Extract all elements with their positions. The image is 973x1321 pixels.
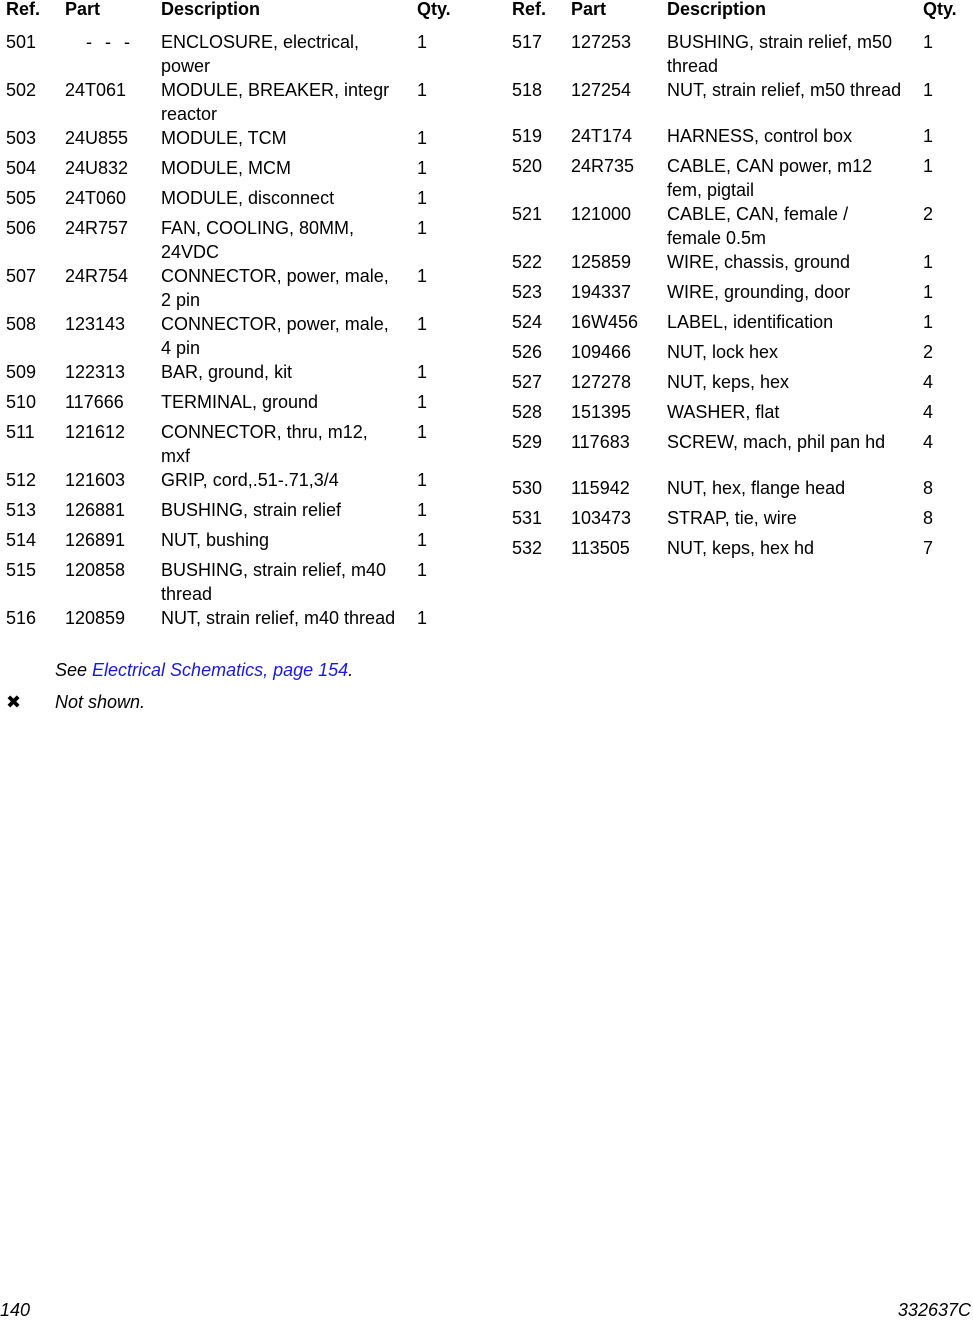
cell-qty: 1 bbox=[417, 158, 428, 178]
cell-qty: 1 bbox=[417, 470, 428, 490]
cell-description: NUT, hex, flange head bbox=[667, 478, 846, 498]
table-row bbox=[512, 78, 967, 124]
header-part: Part bbox=[65, 0, 101, 19]
table-row bbox=[512, 30, 967, 78]
cell-qty: 1 bbox=[417, 314, 428, 334]
cell-qty: 1 bbox=[417, 266, 428, 286]
cell-ref: 516 bbox=[6, 608, 37, 628]
table-row bbox=[512, 250, 967, 280]
cell-part: 123143 bbox=[65, 314, 126, 334]
cell-ref: 501 bbox=[6, 32, 37, 52]
cell-part: 121612 bbox=[65, 422, 126, 442]
cell-qty: 8 bbox=[923, 478, 934, 498]
table-row bbox=[512, 400, 967, 430]
cell-part: 113505 bbox=[571, 538, 630, 558]
cell-qty: 1 bbox=[417, 422, 428, 442]
header-qty: Qty. bbox=[923, 0, 957, 19]
cell-description: CONNECTOR, thru, m12, mxf bbox=[161, 422, 368, 466]
cell-ref: 530 bbox=[512, 478, 543, 498]
cell-description: STRAP, tie, wire bbox=[667, 508, 797, 528]
cell-ref: 514 bbox=[6, 530, 37, 550]
not-shown-icon: ✖ bbox=[6, 692, 22, 712]
cell-description: CONNECTOR, power, male, 2 pin bbox=[161, 266, 389, 310]
cell-qty: 1 bbox=[417, 560, 428, 580]
cell-part: 117666 bbox=[65, 392, 124, 412]
cell-qty: 1 bbox=[417, 188, 428, 208]
cell-ref: 515 bbox=[6, 560, 37, 580]
cell-qty: 1 bbox=[923, 312, 934, 332]
table-row bbox=[512, 476, 967, 506]
cell-description: SCREW, mach, phil pan hd bbox=[667, 432, 886, 452]
table-row bbox=[6, 216, 466, 264]
cell-qty: 1 bbox=[923, 252, 934, 272]
cell-part: 127253 bbox=[571, 32, 632, 52]
cell-description: FAN, COOLING, 80MM, 24VDC bbox=[161, 218, 355, 262]
cell-ref: 528 bbox=[512, 402, 543, 422]
table-row bbox=[6, 420, 466, 468]
cell-ref: 508 bbox=[6, 314, 37, 334]
cell-description: CABLE, CAN, female / female 0.5m bbox=[667, 204, 849, 248]
cell-description: TERMINAL, ground bbox=[161, 392, 319, 412]
cell-part: 24U855 bbox=[65, 128, 129, 148]
table-row bbox=[6, 78, 466, 126]
cell-description: HARNESS, control box bbox=[667, 126, 853, 146]
cell-part: 16W456 bbox=[571, 312, 639, 332]
cell-qty: 4 bbox=[923, 402, 934, 422]
cell-ref: 512 bbox=[6, 470, 37, 490]
document-number: 332637C bbox=[897, 1300, 971, 1320]
cell-ref: 526 bbox=[512, 342, 543, 362]
see-prefix: See bbox=[55, 660, 93, 680]
cell-part: 24U832 bbox=[65, 158, 129, 178]
cell-part: 24R757 bbox=[65, 218, 129, 238]
cell-part: 122313 bbox=[65, 362, 126, 382]
cell-qty: 1 bbox=[417, 32, 428, 52]
table-row bbox=[512, 154, 967, 202]
table-row bbox=[6, 498, 466, 528]
table-row bbox=[6, 528, 466, 558]
cell-ref: 529 bbox=[512, 432, 543, 452]
cell-qty: 1 bbox=[417, 608, 428, 628]
cell-description: MODULE, MCM bbox=[161, 158, 291, 178]
not-shown-text: Not shown. bbox=[55, 692, 146, 712]
cell-qty: 4 bbox=[923, 432, 934, 452]
cell-qty: 1 bbox=[417, 392, 428, 412]
cell-description: MODULE, disconnect bbox=[161, 188, 335, 208]
cell-part: 121603 bbox=[65, 470, 126, 490]
cell-ref: 518 bbox=[512, 80, 543, 100]
cell-qty: 8 bbox=[923, 508, 934, 528]
cell-part: 194337 bbox=[571, 282, 632, 302]
cell-description: NUT, strain relief, m50 thread bbox=[667, 80, 902, 100]
cell-ref: 527 bbox=[512, 372, 543, 392]
cell-description: BUSHING, strain relief, m50 thread bbox=[667, 32, 893, 76]
cell-description: ENCLOSURE, electrical, power bbox=[161, 32, 360, 76]
cell-part: - - - bbox=[86, 32, 134, 52]
cell-ref: 519 bbox=[512, 126, 543, 146]
cell-ref: 503 bbox=[6, 128, 37, 148]
cell-part: 103473 bbox=[571, 508, 632, 528]
cell-ref: 524 bbox=[512, 312, 543, 332]
cell-description: NUT, keps, hex bbox=[667, 372, 790, 392]
cell-description: NUT, lock hex bbox=[667, 342, 779, 362]
cell-description: WIRE, grounding, door bbox=[667, 282, 851, 302]
table-row bbox=[512, 202, 967, 250]
cell-ref: 523 bbox=[512, 282, 543, 302]
table-row bbox=[6, 312, 466, 360]
cell-qty: 1 bbox=[923, 32, 934, 52]
cell-part: 126881 bbox=[65, 500, 126, 520]
table-header bbox=[6, 0, 466, 30]
cell-description: NUT, strain relief, m40 thread bbox=[161, 608, 396, 628]
table-row bbox=[512, 310, 967, 340]
cell-ref: 513 bbox=[6, 500, 37, 520]
cell-ref: 511 bbox=[6, 422, 35, 442]
cell-description: CABLE, CAN power, m12 fem, pigtail bbox=[667, 156, 873, 200]
header-description: Description bbox=[667, 0, 767, 19]
table-row bbox=[6, 264, 466, 312]
cell-qty: 1 bbox=[923, 156, 934, 176]
cell-part: 126891 bbox=[65, 530, 126, 550]
cell-part: 24T061 bbox=[65, 80, 127, 100]
cell-qty: 4 bbox=[923, 372, 934, 392]
cell-ref: 502 bbox=[6, 80, 37, 100]
cell-description: GRIP, cord,.51-.71,3/4 bbox=[161, 470, 339, 490]
cell-qty: 1 bbox=[417, 128, 428, 148]
see-suffix: . bbox=[348, 660, 354, 680]
cell-qty: 2 bbox=[923, 342, 934, 362]
header-qty: Qty. bbox=[417, 0, 451, 19]
cell-ref: 509 bbox=[6, 362, 37, 382]
cell-part: 115942 bbox=[571, 478, 630, 498]
cell-part: 24T174 bbox=[571, 126, 633, 146]
page-number: 140 bbox=[0, 1300, 31, 1320]
cell-part: 117683 bbox=[571, 432, 630, 452]
table-row bbox=[512, 124, 967, 154]
cell-qty: 1 bbox=[417, 218, 428, 238]
parts-table-left bbox=[6, 0, 466, 654]
cell-ref: 506 bbox=[6, 218, 37, 238]
table-row bbox=[6, 360, 466, 390]
table-row bbox=[6, 468, 466, 498]
table-row bbox=[512, 280, 967, 310]
parts-table-right bbox=[512, 0, 967, 566]
cell-part: 121000 bbox=[571, 204, 632, 224]
cell-part: 24T060 bbox=[65, 188, 127, 208]
cell-description: LABEL, identification bbox=[667, 312, 834, 332]
cell-part: 127278 bbox=[571, 372, 632, 392]
cell-description: BAR, ground, kit bbox=[161, 362, 293, 382]
table-row bbox=[6, 558, 466, 606]
table-row bbox=[512, 340, 967, 370]
cell-ref: 504 bbox=[6, 158, 37, 178]
cell-ref: 510 bbox=[6, 392, 37, 412]
cell-qty: 1 bbox=[417, 80, 428, 100]
cell-ref: 505 bbox=[6, 188, 37, 208]
cell-qty: 1 bbox=[923, 80, 934, 100]
table-row bbox=[512, 430, 967, 476]
header-ref: Ref. bbox=[6, 0, 41, 19]
table-row bbox=[6, 606, 466, 654]
cell-description: MODULE, BREAKER, integr reactor bbox=[161, 80, 390, 124]
electrical-schematics-link[interactable]: Electrical Schematics, page 154 bbox=[92, 660, 349, 680]
cell-part: 120859 bbox=[65, 608, 126, 628]
table-row bbox=[6, 156, 466, 186]
cell-qty: 1 bbox=[923, 126, 934, 146]
cell-ref: 507 bbox=[6, 266, 37, 286]
cell-qty: 1 bbox=[417, 500, 428, 520]
cell-qty: 1 bbox=[923, 282, 934, 302]
cell-description: BUSHING, strain relief, m40 thread bbox=[161, 560, 387, 604]
cell-description: NUT, bushing bbox=[161, 530, 270, 550]
cell-qty: 1 bbox=[417, 530, 428, 550]
cell-description: CONNECTOR, power, male, 4 pin bbox=[161, 314, 389, 358]
table-row bbox=[6, 30, 466, 78]
cell-part: 24R754 bbox=[65, 266, 129, 286]
table-row bbox=[512, 370, 967, 400]
cell-part: 109466 bbox=[571, 342, 632, 362]
header-description: Description bbox=[161, 0, 261, 19]
cell-part: 125859 bbox=[571, 252, 632, 272]
cell-part: 151395 bbox=[571, 402, 632, 422]
table-row bbox=[6, 126, 466, 156]
cell-qty: 1 bbox=[417, 362, 428, 382]
table-row bbox=[512, 506, 967, 536]
table-body-left bbox=[6, 30, 466, 654]
cell-part: 120858 bbox=[65, 560, 126, 580]
cell-description: WASHER, flat bbox=[667, 402, 780, 422]
table-row bbox=[6, 186, 466, 216]
cell-qty: 2 bbox=[923, 204, 934, 224]
header-ref: Ref. bbox=[512, 0, 547, 19]
cell-ref: 517 bbox=[512, 32, 543, 52]
cell-ref: 521 bbox=[512, 204, 543, 224]
table-row bbox=[512, 536, 967, 566]
cell-description: NUT, keps, hex hd bbox=[667, 538, 815, 558]
header-part: Part bbox=[571, 0, 607, 19]
cell-description: MODULE, TCM bbox=[161, 128, 287, 148]
table-row bbox=[6, 390, 466, 420]
table-header bbox=[512, 0, 967, 30]
cell-ref: 531 bbox=[512, 508, 543, 528]
cell-ref: 522 bbox=[512, 252, 543, 272]
cell-qty: 7 bbox=[923, 538, 934, 558]
cell-description: WIRE, chassis, ground bbox=[667, 252, 851, 272]
cell-description: BUSHING, strain relief bbox=[161, 500, 342, 520]
cell-ref: 520 bbox=[512, 156, 543, 176]
cell-ref: 532 bbox=[512, 538, 543, 558]
table-body-right bbox=[512, 30, 967, 566]
cell-part: 127254 bbox=[571, 80, 632, 100]
cell-part: 24R735 bbox=[571, 156, 635, 176]
